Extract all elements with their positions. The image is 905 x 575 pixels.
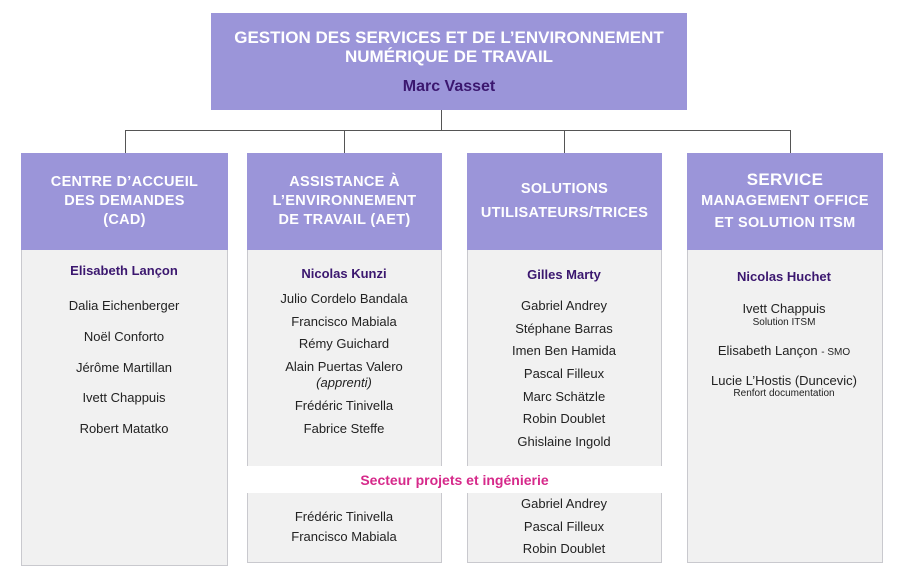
column-3-title-line2: UTILISATEURS/TRICES [480,205,649,221]
column-2-title-line3: DE TRAVAIL (AET) [278,212,411,228]
connector-col-4 [790,130,791,153]
column-3-project-member: Gabriel Andrey [521,496,607,511]
column-3-member: Imen Ben Hamida [511,343,617,358]
column-3-project-member: Robin Doublet [522,541,606,556]
column-1-member: Ivett Chappuis [82,390,166,405]
column-4-title-line3: ET SOLUTION ITSM [714,215,856,231]
column-3-member: Stéphane Barras [515,321,613,336]
column-2-member: Frédéric Tinivella [294,398,394,413]
column-4-title-line1: SERVICE [746,170,824,189]
column-4-title-line2: MANAGEMENT OFFICE [701,193,869,209]
column-4-member-role: - SMO [821,347,851,358]
column-2-member: Fabrice Steffe [303,421,385,436]
column-4-member-name: Elisabeth Lançon [717,343,818,358]
column-3-lead: Gilles Marty [527,267,601,282]
connector-horizontal [125,130,790,131]
column-1-member: Jérôme Martillan [75,360,173,375]
column-3-member: Pascal Filleux [523,366,605,381]
connector-col-2 [344,130,345,153]
column-4-member [718,343,850,358]
connector-col-1 [125,130,126,153]
column-4-lead: Nicolas Huchet [737,269,831,284]
connector-root-down [441,110,442,130]
column-4-member-role: Renfort documentation [733,388,835,399]
column-3-title-line1: SOLUTIONS [520,181,609,197]
column-3-member: Ghislaine Ingold [517,434,611,449]
column-2-header [247,153,442,250]
column-4-member: Lucie L’Hostis (Duncevic) [711,373,857,388]
column-1-lead: Elisabeth Lançon [70,263,178,278]
column-3-project-member: Pascal Filleux [523,519,605,534]
sector-label: Secteur projets et ingénierie [360,471,549,488]
column-2-title-line2: L’ENVIRONNEMENT [272,193,417,209]
column-3-member: Robin Doublet [522,411,606,426]
column-2-project-member: Frédéric Tinivella [294,509,394,524]
column-3-member: Marc Schätzle [522,389,606,404]
column-1-member: Robert Matatko [79,421,169,436]
column-1-title-line2: DES DEMANDES [64,193,185,209]
column-3-header [467,153,662,250]
column-2-project-member: Francisco Mabiala [291,529,397,544]
column-2-member: Francisco Mabiala [291,314,397,329]
column-1-header [21,153,228,250]
root-title-line2: NUMÉRIQUE DE TRAVAIL [344,46,554,66]
column-1-title-line3: (CAD) [103,212,146,228]
column-1-title-line1: CENTRE D’ACCUEIL [50,174,199,190]
column-2-member: Rémy Guichard [298,336,390,351]
column-4-member: Ivett Chappuis [742,301,826,316]
column-4-member-role: Solution ITSM [752,317,816,328]
column-4-header [687,153,883,250]
column-1-member: Noël Conforto [83,329,165,344]
connector-col-3 [564,130,565,153]
column-2-lead: Nicolas Kunzi [301,266,387,281]
root-box [211,13,687,110]
root-head-name: Marc Vasset [402,77,496,95]
column-2-member-note: (apprenti) [316,375,372,390]
sector-band [247,466,662,493]
column-2-member: Alain Puertas Valero [285,359,403,374]
column-1-member: Dalia Eichenberger [68,298,180,313]
column-2-title-line1: ASSISTANCE À [289,174,400,190]
column-2-member: Julio Cordelo Bandala [280,291,408,306]
column-3-member: Gabriel Andrey [521,298,607,313]
root-title-line1: GESTION DES SERVICES ET DE L’ENVIRONNEMENT [234,27,664,47]
